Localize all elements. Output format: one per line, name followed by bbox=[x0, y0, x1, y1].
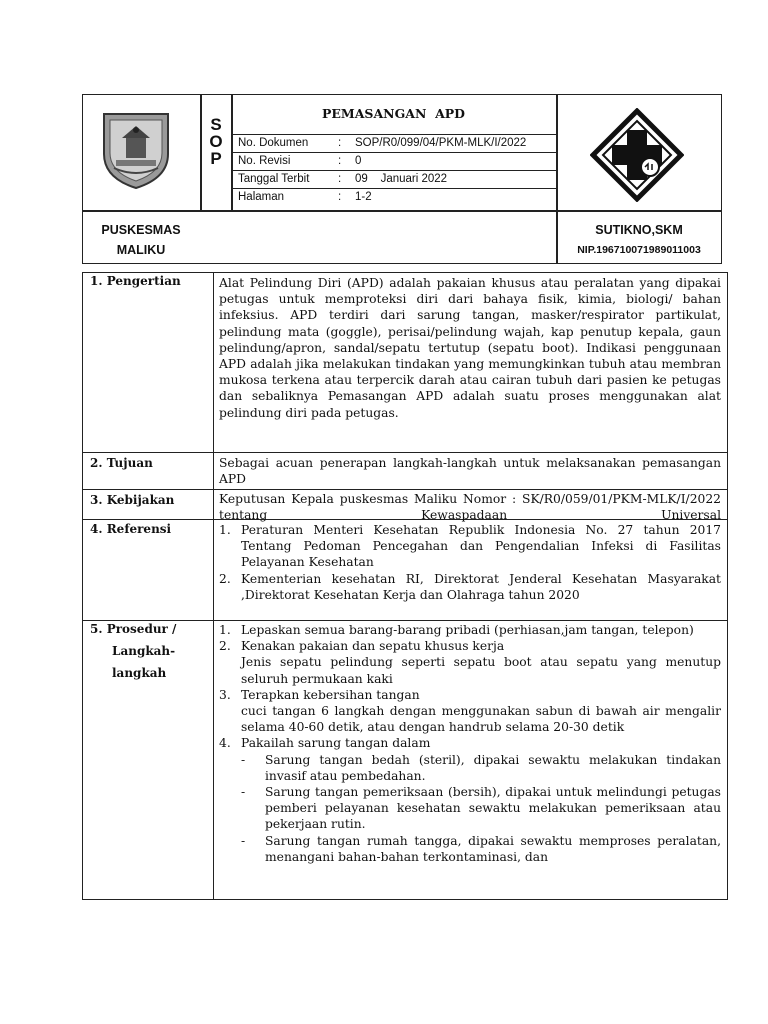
meta-sep: : bbox=[338, 173, 342, 185]
list-text: Peraturan Menteri Kesehatan Republik Indonesia No. 27 tahun 2017 Tentang Pedoman Pencegahan dan Pengendalian Infeksi di Fasilitas Pelayanan Kesehatan bbox=[241, 523, 721, 570]
list-number: 2. bbox=[219, 639, 231, 654]
sub-list-item bbox=[219, 784, 721, 833]
meta-label: No. Dokumen bbox=[238, 137, 309, 149]
meta-value: 09 Januari 2022 bbox=[355, 173, 448, 185]
list-item bbox=[219, 638, 721, 654]
list-number: 2. bbox=[219, 571, 231, 586]
list-text: Pakailah sarung tangan dalam bbox=[241, 736, 431, 751]
list-text: Kenakan pakaian dan sepatu khusus kerja bbox=[241, 639, 505, 654]
meta-value: SOP/R0/099/04/PKM-MLK/I/2022 bbox=[355, 137, 527, 149]
sop-vertical-label bbox=[201, 116, 231, 167]
section-label-tujuan: 2. Tujuan bbox=[90, 456, 153, 470]
list-item bbox=[219, 735, 721, 751]
section-label-prosedur bbox=[90, 618, 176, 684]
sop-letter: O bbox=[209, 132, 223, 151]
divider bbox=[82, 620, 728, 621]
list-dash: - bbox=[241, 752, 246, 767]
paragraph: Sebagai acuan penerapan langkah-langkah untuk melaksanakan pemasangan APD bbox=[219, 456, 721, 487]
label-line: langkah bbox=[112, 666, 167, 680]
signer-block bbox=[556, 220, 722, 260]
signer-name: SUTIKNO,SKM bbox=[595, 223, 683, 237]
divider bbox=[82, 489, 728, 490]
org-line: PUSKESMAS bbox=[101, 223, 181, 237]
puskesmas-cross-logo-icon bbox=[590, 108, 684, 202]
meta-label: Tanggal Terbit bbox=[238, 173, 310, 185]
meta-label: Halaman bbox=[238, 191, 285, 203]
list-text: Kementerian kesehatan RI, Direktorat Jenderal Kesehatan Masyarakat ,Direktorat Kesehatan Kerja dan Olahraga tahun 2020 bbox=[241, 571, 721, 602]
meta-sep: : bbox=[338, 191, 342, 203]
meta-value: 0 bbox=[355, 155, 362, 167]
regional-emblem-icon bbox=[100, 108, 172, 190]
meta-label: No. Revisi bbox=[238, 155, 291, 167]
section-label-pengertian: 1. Pengertian bbox=[90, 274, 181, 288]
step-detail: Jenis sepatu pelindung seperti sepatu boot atau sepatu yang menutup seluruh permukaan kaki bbox=[241, 655, 721, 686]
sop-letter: P bbox=[210, 149, 222, 168]
paragraph: Alat Pelindung Diri (APD) adalah pakaian khusus atau peralatan yang dipakai petugas untuk memproteksi diri dari bahaya fisik, kimia, biologi/ bahan infeksius. APD terdiri dari sarung tangan, masker/respirator partikulat, pelindung mata (goggle), perisai/pelindung wajah, kap penutup kepala, gaun pelindung/apron, sandal/sepatu tertutup (sepatu boot). Indikasi penggunaan APD adalah jika melakukan tindakan yang memungkinkan tubuh atau membran mukosa terkena atau terpercik darah atau cairan tubuh dari pasien ke petugas dan sebaliknya Pemasangan APD adalah suatu proses menggunakan alat pelindung diri pada petugas. bbox=[219, 276, 721, 420]
list-text: Lepaskan semua barang-barang pribadi (perhiasan,jam tangan, telepon) bbox=[241, 623, 694, 637]
list-item bbox=[219, 571, 721, 603]
list-text: Terapkan kebersihan tangan bbox=[241, 687, 420, 702]
meta-value: 1-2 bbox=[355, 191, 372, 203]
sub-list-item bbox=[219, 833, 721, 865]
sub-list-text: Sarung tangan bedah (steril), dipakai sewaktu melakukan tindakan invasif atau pembedahan. bbox=[265, 752, 721, 783]
label-line: 5. Prosedur / bbox=[90, 622, 177, 636]
divider bbox=[82, 210, 722, 212]
paragraph: Keputusan Kepala puskesmas Maliku Nomor : SK/R0/059/01/PKM-MLK/I/2022 tentang Kewaspadaan Universal bbox=[219, 492, 721, 523]
signer-nip: NIP.196710071989011003 bbox=[577, 244, 701, 256]
list-dash: - bbox=[241, 833, 246, 848]
list-item bbox=[219, 522, 721, 571]
section-label-kebijakan: 3. Kebijakan bbox=[90, 493, 175, 507]
list-item bbox=[219, 622, 721, 638]
sop-letter: S bbox=[210, 115, 222, 134]
divider bbox=[213, 272, 214, 900]
sub-list-item bbox=[219, 752, 721, 784]
divider bbox=[82, 452, 728, 453]
sub-list-text: Sarung tangan rumah tangga, dipakai sewaktu memproses peralatan, menangani bahan-bahan terkontaminasi, dan bbox=[265, 833, 721, 864]
label-line: Langkah- bbox=[112, 644, 176, 658]
section-text-prosedur bbox=[219, 622, 721, 898]
meta-sep: : bbox=[338, 137, 342, 149]
section-text-referensi bbox=[219, 522, 721, 603]
list-dash: - bbox=[241, 785, 246, 800]
section-text-pengertian bbox=[219, 275, 721, 421]
org-line: MALIKU bbox=[116, 243, 166, 257]
section-label-referensi: 4. Referensi bbox=[90, 522, 172, 536]
list-number: 3. bbox=[219, 687, 231, 702]
list-number: 1. bbox=[219, 523, 231, 537]
meta-sep: : bbox=[338, 155, 342, 167]
sub-list-text: Sarung tangan pemeriksaan (bersih), dipakai untuk melindungi petugas pemberi pelayanan kesehatan sewaktu melakukan pemeriksaan atau pekerjaan rutin. bbox=[265, 785, 721, 832]
section-text-tujuan bbox=[219, 455, 721, 487]
list-item bbox=[219, 687, 721, 703]
organization-name bbox=[82, 220, 200, 260]
list-number: 1. bbox=[219, 623, 231, 637]
list-number: 4. bbox=[219, 736, 231, 751]
document-title: PEMASANGAN APD bbox=[321, 106, 466, 121]
step-detail: cuci tangan 6 langkah dengan menggunakan sabun di bawah air mengalir selama 40-60 detik, atau dengan handrub selama 20-30 detik bbox=[241, 704, 721, 735]
section-text-kebijakan bbox=[219, 491, 721, 523]
